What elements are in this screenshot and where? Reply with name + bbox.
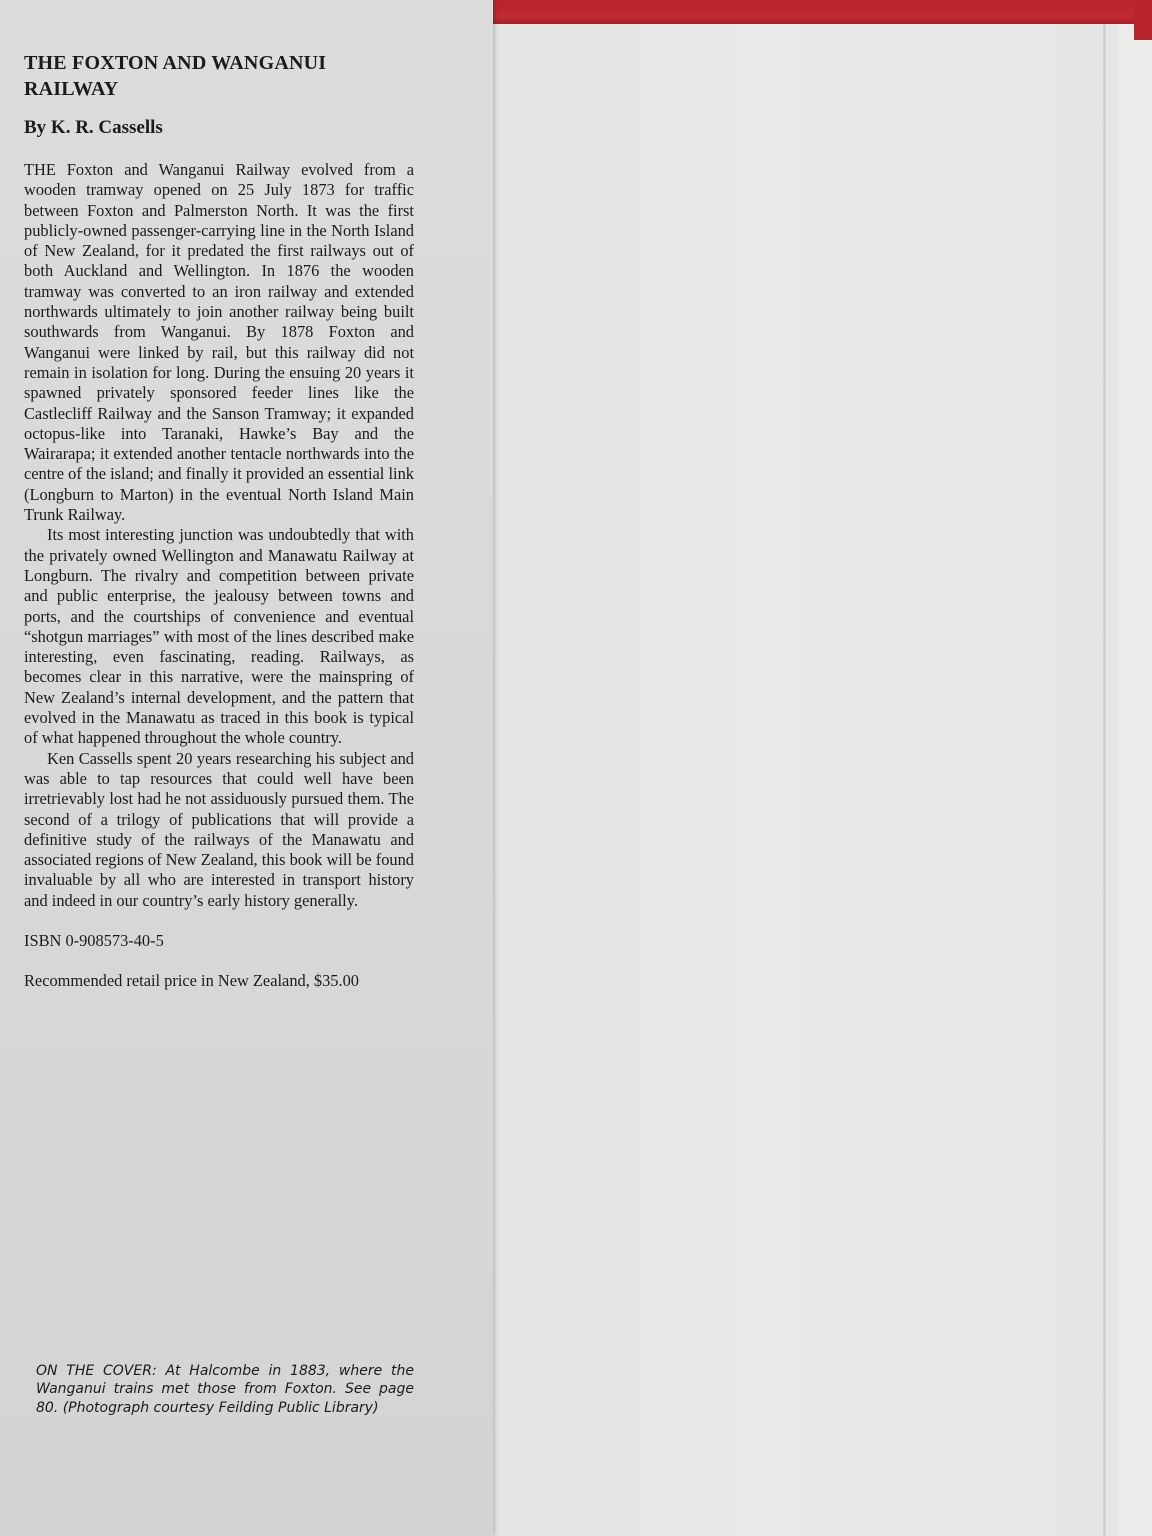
jacket-flap: [0, 0, 493, 1536]
retail-price: Recommended retail price in New Zealand, $35.00: [24, 971, 359, 991]
blurb-paragraph-2: Its most interesting junction was undoubtedly that with the privately owned Wellington and Manawatu Railway at Longburn. The rivalry and competition between private and public enterprise, the jealousy between towns and ports, and the courtships of convenience and eventual “shotgun marriages” with most of the lines described make interesting, even fascinating, reading. Railways, as becomes clear in this narrative, were the mainspring of New Zealand’s internal development, and the pattern that evolved in the Manawatu as traced in this book is typical of what happened throughout the whole country.: [24, 525, 414, 748]
isbn-number: ISBN 0-908573-40-5: [24, 930, 164, 950]
blurb-paragraph-1: THE Foxton and Wanganui Railway evolved from a wooden tramway opened on 25 July 1873 for traffic between Foxton and Palmerston North. It was the first publicly-owned passenger-carrying line in the North Island of New Zealand, for it predated the first railways out of both Auckland and Wellington. In 1876 the wooden tramway was converted to an iron railway and extended northwards ultimately to join another railway being built southwards from Wanganui. By 1878 Foxton and Wanganui were linked by rail, but this railway did not remain in isolation for long. During the ensuing 20 years it spawned privately sponsored feeder lines like the Castlecliff Railway and the Sanson Tramway; it expanded octopus-like into Taranaki, Hawke’s Bay and the Wairarapa; it extended another tentacle northwards into the centre of the island; and finally it provided an essential link (Longburn to Marton) in the eventual North Island Main Trunk Railway.: [24, 160, 414, 525]
blurb: [24, 160, 414, 911]
book-title: THE FOXTON AND WANGANUI RAILWAY: [24, 52, 327, 100]
blurb-paragraph-3: Ken Cassells spent 20 years researching his subject and was able to tap resources that could well have been irretrievably lost had he not assiduously pursued them. The second of a trilogy of publications that will provide a definitive study of the railways of the Manawatu and associated regions of New Zealand, this book will be found invaluable by all who are interested in transport history and indeed in our country’s early history generally.: [24, 748, 414, 910]
cover-caption: ON THE COVER: At Halcombe in 1883, where the Wanganui trains met those from Foxton. See page 80. (Photograph courtesy Feilding Public Library): [36, 1363, 414, 1416]
page-crease: [1103, 24, 1106, 1536]
adjacent-page: [493, 0, 1152, 1536]
red-cover-edge: [1134, 0, 1152, 40]
book-author: By K. R. Cassells: [24, 117, 163, 138]
page-edge: [1118, 24, 1152, 1536]
red-cover-band: [493, 0, 1152, 24]
flap-text-column: [24, 50, 414, 992]
